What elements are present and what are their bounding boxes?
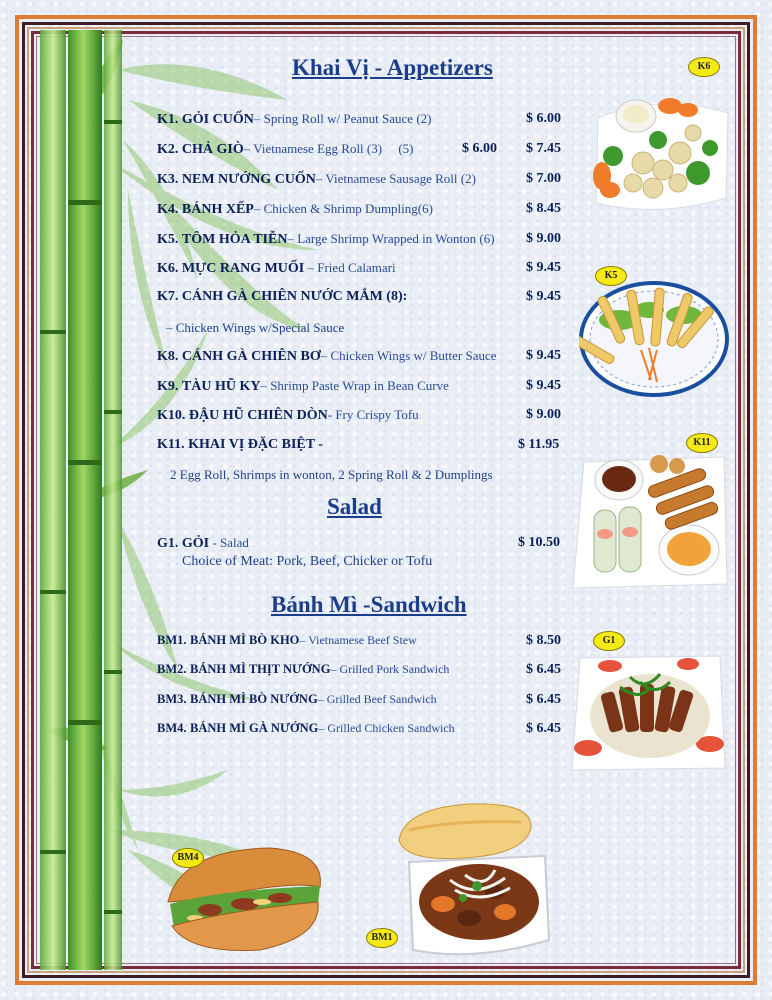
menu-item-k6: [157, 260, 396, 277]
item-name-vn: KHAI VỊ ĐẶC BIỆT -: [188, 437, 323, 452]
item-name-vn: MỰC RANG MUỐI: [181, 261, 305, 276]
item-name-vn: BÁNH XẾP: [181, 202, 254, 217]
item-price: $ 8.45: [526, 201, 561, 216]
item-name-en: – Vietnamese Sausage Roll (2): [315, 171, 476, 186]
menu-item-k10: [157, 407, 419, 424]
menu-item-k3: [157, 171, 476, 188]
item-price: $ 9.45: [526, 260, 561, 275]
item-name-en: – Chicken Wings w/ Butter Sauce: [320, 348, 497, 363]
item-price: $ 7.00: [526, 171, 561, 186]
item-code: K7.: [157, 289, 179, 304]
appetizers-heading: Khai Vị - Appetizers: [292, 55, 493, 80]
item-name-vn: BÁNH MÌ BÒ KHO: [190, 633, 300, 647]
menu-item-k11: [157, 437, 323, 453]
item-code: K1.: [157, 112, 179, 127]
item-code: K2.: [157, 142, 179, 157]
item-name-vn: BÁNH MÌ GÀ NƯỚNG: [190, 721, 319, 735]
item-name-vn: CHẢ GIÒ: [181, 142, 244, 157]
item-code: K3.: [157, 172, 179, 187]
item-code: K5.: [157, 232, 179, 247]
photo-tag: K5: [595, 266, 627, 286]
item-name-en: – Vietnamese Beef Stew: [299, 633, 417, 647]
item-name-vn: BÁNH MÌ BÒ NƯỚNG: [190, 692, 318, 706]
item-name-vn: GỎI: [181, 536, 210, 551]
menu-item-bm3: [157, 692, 437, 708]
item-price: $ 11.95: [518, 437, 560, 452]
item-code: K6.: [157, 261, 179, 276]
item-description: 2 Egg Roll, Shrimps in wonton, 2 Spring Roll & 2 Dumplings: [170, 467, 493, 482]
item-code: K4.: [157, 202, 179, 217]
item-name-vn: GỎI CUỐN: [181, 112, 254, 127]
item-code: BM1.: [157, 633, 187, 647]
item-name-en: – Grilled Beef Sandwich: [317, 692, 437, 706]
item-code: BM2.: [157, 662, 187, 676]
item-price: $ 9.00: [526, 407, 561, 422]
item-name-vn: ĐẬU HŨ CHIÊN DÒN: [188, 408, 328, 423]
appetizer-platter-photo: [569, 452, 729, 592]
item-description: Choice of Meat: Pork, Beef, Chicker or Tofu: [182, 554, 433, 569]
item-code: BM4.: [157, 721, 187, 735]
item-price: $ 6.45: [526, 662, 561, 677]
menu-item-k8: [157, 348, 497, 365]
item-code: K8.: [157, 349, 179, 364]
menu-item-k4: [157, 201, 433, 218]
menu-item-k2: [157, 141, 413, 158]
menu-item-k9: [157, 378, 449, 395]
item-name-en: – Vietnamese Egg Roll (3) (5): [243, 141, 414, 156]
shrimp-rolls-photo: [579, 280, 729, 398]
item-name-en: – Chicken & Shrimp Dumpling(6): [253, 201, 433, 216]
item-price: $ 9.00: [526, 231, 561, 246]
item-price: $ 8.50: [526, 633, 561, 648]
item-price: $ 7.45: [526, 141, 561, 156]
item-price: $ 6.45: [526, 692, 561, 707]
salad-heading: Salad: [327, 494, 382, 519]
beef-stew-photo: [395, 800, 555, 960]
item-description: – Chicken Wings w/Special Sauce: [166, 320, 345, 335]
item-code: G1.: [157, 536, 179, 551]
item-code: K10.: [157, 408, 186, 423]
item-name-en: - Fry Crispy Tofu: [327, 407, 419, 422]
photo-tag: G1: [593, 631, 625, 651]
item-name-vn: BÁNH MÌ THỊT NƯỚNG: [190, 662, 331, 676]
item-price: $ 9.45: [526, 348, 561, 363]
item-code: K11.: [157, 437, 185, 452]
item-price: $ 6.00: [526, 111, 561, 126]
item-name-en: – Spring Roll w/ Peanut Sauce (2): [253, 111, 432, 126]
item-price: $ 6.45: [526, 721, 561, 736]
item-name-vn: TÀU HŨ KY: [181, 379, 261, 394]
calamari-photo: [588, 88, 733, 216]
salad-photo: [570, 652, 728, 772]
item-name-vn: NEM NƯỚNG CUỐN: [181, 172, 316, 187]
menu-item-k7: [157, 289, 407, 305]
item-code: K9.: [157, 379, 179, 394]
item-code: BM3.: [157, 692, 187, 706]
item-name-vn: CÁNH GÀ CHIÊN NƯỚC MẮM (8):: [181, 289, 408, 304]
menu-item-g1: [157, 535, 249, 552]
item-name-vn: TÔM HỎA TIỄN: [181, 232, 288, 247]
item-price: $ 10.50: [518, 535, 560, 550]
banhmi-heading: Bánh Mì -Sandwich: [271, 592, 467, 617]
item-name-vn: CÁNH GÀ CHIÊN BƠ: [181, 349, 321, 364]
item-name-en: – Fried Calamari: [304, 260, 396, 275]
item-name-en: – Grilled Pork Sandwich: [330, 662, 450, 676]
item-name-en: - Salad: [209, 535, 249, 550]
menu-item-bm2: [157, 662, 449, 678]
item-name-en: – Shrimp Paste Wrap in Bean Curve: [260, 378, 449, 393]
photo-tag: K11: [686, 433, 718, 453]
item-price: $ 9.45: [526, 289, 561, 304]
photo-tag: BM1: [366, 928, 398, 948]
photo-tag: BM4: [172, 848, 204, 868]
item-name-en: – Large Shrimp Wrapped in Wonton (6): [287, 231, 495, 246]
menu-item-bm1: [157, 633, 417, 649]
menu-item-k5: [157, 231, 495, 248]
item-name-en: – Grilled Chicken Sandwich: [318, 721, 455, 735]
menu-item-bm4: [157, 721, 455, 737]
item-price-alt: $ 6.00: [462, 141, 497, 156]
photo-tag: K6: [688, 57, 720, 77]
item-price: $ 9.45: [526, 378, 561, 393]
menu-item-k1: [157, 111, 432, 128]
